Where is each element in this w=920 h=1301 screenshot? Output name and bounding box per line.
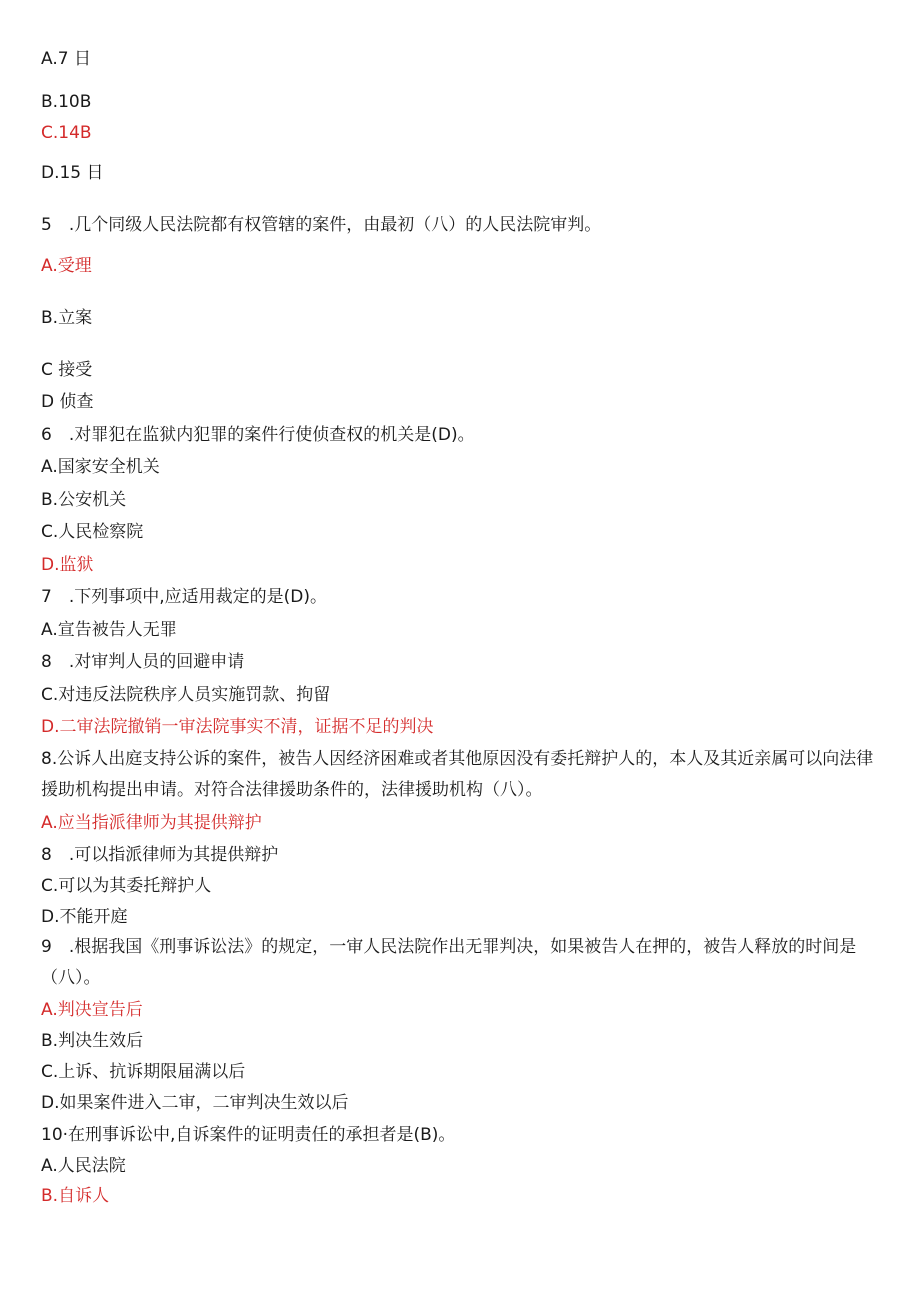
option-line: A.人民法院 xyxy=(41,1156,126,1176)
answer-line: B.自诉人 xyxy=(41,1186,110,1206)
question-paragraph: 9 .根据我国《刑事诉讼法》的规定，一审人民法院作出无罪判决，如果被告人在押的，被告人释放的时间是（八）。 xyxy=(41,937,857,988)
question-line: 7 .下列事项中,应适用裁定的是(D)。 xyxy=(41,587,327,607)
option-line: C 接受 xyxy=(41,360,93,380)
answer-line: A.应当指派律师为其提供辩护 xyxy=(41,813,262,833)
question-line: 6 .对罪犯在监狱内犯罪的案件行使侦查权的机关是(D)。 xyxy=(41,425,475,445)
option-line: D.如果案件进入二审，二审判决生效以后 xyxy=(41,1093,349,1113)
option-line: A.宣告被告人无罪 xyxy=(41,620,177,640)
question-line: 5 .几个同级人民法院都有权管辖的案件，由最初（八）的人民法院审判。 xyxy=(41,215,602,235)
option-line: D.15 日 xyxy=(41,163,104,183)
option-line: C.可以为其委托辩护人 xyxy=(41,876,212,896)
answer-line: C.14B xyxy=(41,123,92,143)
option-line: C.对违反法院秩序人员实施罚款、拘留 xyxy=(41,685,331,705)
option-line: D 侦查 xyxy=(41,392,94,412)
question-paragraph: 8.公诉人出庭支持公诉的案件，被告人因经济困难或者其他原因没有委托辩护人的，本人及其近亲属可以向法律援助机构提出申请。对符合法律援助条件的，法律援助机构（八）。 xyxy=(41,749,874,800)
answer-line: D.监狱 xyxy=(41,555,94,575)
option-line: D.不能开庭 xyxy=(41,907,128,927)
option-line: A.国家安全机关 xyxy=(41,457,160,477)
question-line: 10·在刑事诉讼中,自诉案件的证明责任的承担者是(B)。 xyxy=(41,1125,456,1145)
option-line: A.7 日 xyxy=(41,49,91,69)
option-line: C.上诉、抗诉期限届满以后 xyxy=(41,1062,246,1082)
option-line: C.人民检察院 xyxy=(41,522,144,542)
option-line: B.立案 xyxy=(41,308,93,328)
option-line: B.10B xyxy=(41,92,92,112)
option-line: 8 .可以指派律师为其提供辩护 xyxy=(41,845,279,865)
answer-line: D.二审法院撤销一审法院事实不清，证据不足的判决 xyxy=(41,717,434,737)
option-line: 8 .对审判人员的回避申请 xyxy=(41,652,245,672)
answer-line: A.判决宣告后 xyxy=(41,1000,143,1020)
answer-line: A.受理 xyxy=(41,256,92,276)
option-line: B.判决生效后 xyxy=(41,1031,144,1051)
option-line: B.公安机关 xyxy=(41,490,127,510)
